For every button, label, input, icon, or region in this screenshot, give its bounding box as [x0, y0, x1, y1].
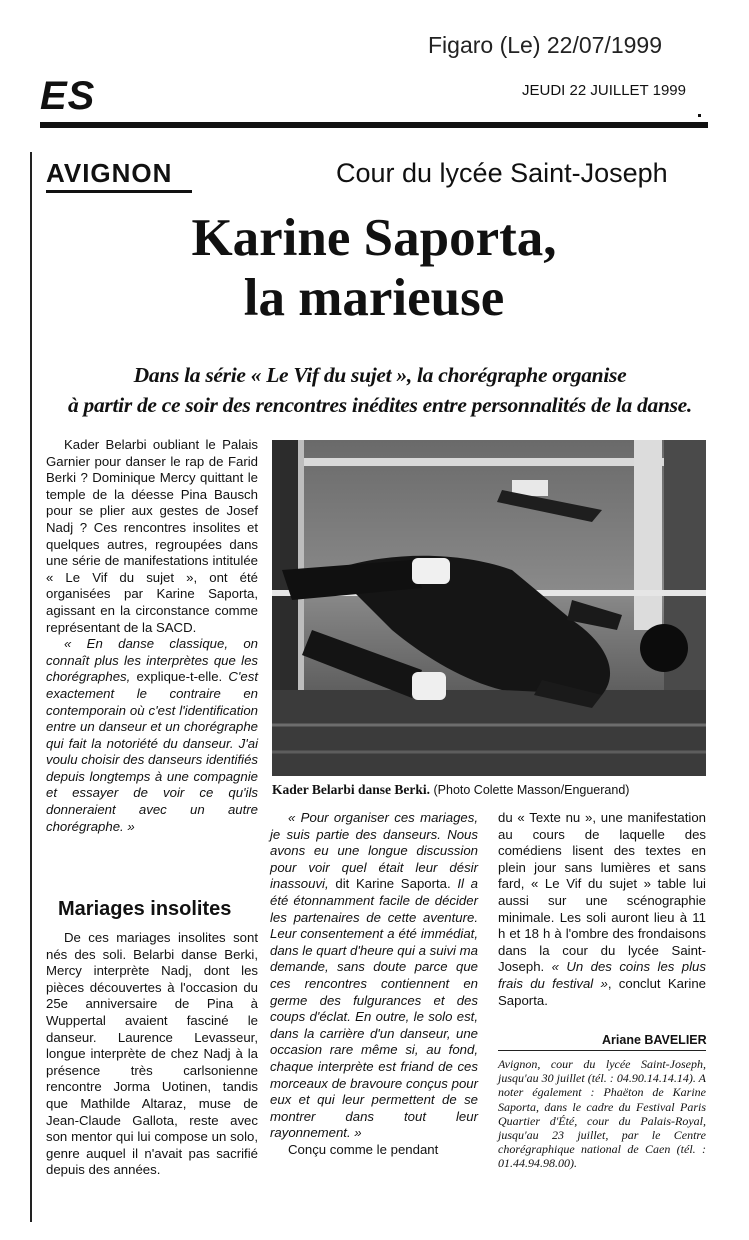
quote-attribution: explique-t-elle. [130, 669, 229, 685]
article-title [40, 208, 708, 328]
column-left-top [46, 437, 258, 835]
header-rule [40, 122, 708, 128]
left-margin-line [30, 152, 32, 1222]
texte-nu-c: , conclut Karine Saporta. [498, 975, 706, 1008]
saporta-quote-a: « Pour organiser ces mariages, je suis partie des danseurs. Nous avons eu une longue discussion pour voir quel était leur désir inassouvi, [270, 810, 478, 892]
photo-credit: (Photo Colette Masson/Enguerand) [430, 783, 630, 797]
issue-date: JEUDI 22 JUILLET 1999 [522, 82, 686, 99]
saporta-attribution: dit Karine Saporta. [328, 876, 458, 892]
deck-line-2: à partir de ce soir des rencontres inédites entre personnalités de la danse. [68, 393, 692, 417]
paragraph-mariages: De ces mariages insolites sont nés des soli. Belarbi danse Berki, Mercy interprète Nadj, dont les pièces découvertes à l'occasion du 25e anniversaire de Pina à Wuppertal avaient fasciné le danseur. Laurence Levasseur, longue interprète de chez Nadj à la présence très carlsonienne rencontre Jorma Uotinen, tandis que Mathilde Altaraz, muse de Jean-Claude Gallota, reste avec son mentor qui lui compose un solo, genre auquel il n'avait pas sacrifié depuis des années. [46, 930, 258, 1178]
column-right [498, 810, 706, 1009]
rule-dot [698, 114, 701, 117]
source-line: Figaro (Le) 22/07/1999 [428, 32, 662, 58]
subheading: Mariages insolites [58, 898, 232, 920]
rubric-underline [46, 190, 192, 193]
texte-nu-quote: « Un des coins les plus frais du festival » [498, 959, 706, 991]
saporta-quote-b: Il a été étonnamment facile de décider les partenaires de cette aventure. Leur consentement a été immédiat, dans le quart d'heure qui a suivi ma demande, sans doute parce que ces rencontres contiennent en germe des fulgurances et des coups d'éclat. En outre, le solo est, dans la carrière d'un danseur, une occasion rare même si, au fond, chaque interprète est friand de ces morceaux de bravoure conçus pour eux et qui leur permettent de se montrer dans tout leur rayonnement. » [270, 876, 479, 1141]
article-photo [272, 440, 706, 776]
author-byline: Ariane BAVELIER [602, 1033, 707, 1047]
paragraph-saporta-quote [270, 810, 478, 1142]
dancer-photo-illustration [272, 440, 706, 776]
deck-line-1: Dans la série « Le Vif du sujet », la chorégraphe organise [133, 363, 627, 387]
title-line-1: Karine Saporta, [191, 209, 557, 267]
caption-text: Kader Belarbi danse Berki. [272, 782, 431, 797]
rubric: AVIGNON [46, 158, 173, 188]
venue-kicker: Cour du lycée Saint-Joseph [336, 158, 668, 188]
column-left-bottom [46, 930, 258, 1179]
column-middle [270, 810, 478, 1158]
paragraph-concu: Conçu comme le pendant [288, 1141, 439, 1157]
paragraph-texte-nu [498, 810, 706, 1009]
texte-nu-a: du « Texte nu », une manifestation au cours de laquelle des comédiens lisent des textes en plein jour sans lumières et sans fard, « Le Vif du sujet » table lui aussi sur une scénographie minimale. Les soli auront lieu à 11 h et 18 h à l'ombre des frondaisons dans la cour du lycée Saint-Joseph. [498, 810, 706, 975]
practical-info-box: Avignon, cour du lycée Saint-Joseph, jusqu'au 30 juillet (tél. : 04.90.14.14.14). A noter également : Phaëton de Karine Saporta, dans le cadre du Festival Paris Quartier d'Été, cour du Palais-Royal, jusqu'au 23 juillet, par le Centre chorégraphique national de Caen (tél. : 01.44.94.98.00). [498, 1050, 706, 1171]
article-deck [40, 360, 720, 420]
paragraph-intro: Kader Belarbi oubliant le Palais Garnier pour danser le rap de Farid Berki ? Dominique Mercy quittant le temple de la déesse Pina Bausch pour se plier aux gestes de Josef Nadj ? Ces rencontres insolites et quelques autres, regroupées dans une série de manifestations intitulée « Le Vif du sujet », ont été organisées par Karine Saporta, agissant en la circonstance comme représentant de la SACD. [46, 437, 258, 635]
quote-part-b: C'est exactement le contraire en contemporain où c'est l'identification entre un danseur et un chorégraphe qui fait la notoriété du danseur. J'ai voulu choisir des danseurs identifiés depuis longtemps à une compagnie et essayer de voir ce qu'ils donneraient avec un autre chorégraphe. » [46, 669, 258, 834]
title-line-2: la marieuse [243, 269, 505, 327]
photo-caption [272, 782, 629, 798]
quote-part-a: « En danse classique, on connaît plus les interprètes que les chorégraphes, [46, 636, 258, 685]
section-label: ES [40, 74, 96, 118]
paragraph-quote [46, 636, 258, 835]
